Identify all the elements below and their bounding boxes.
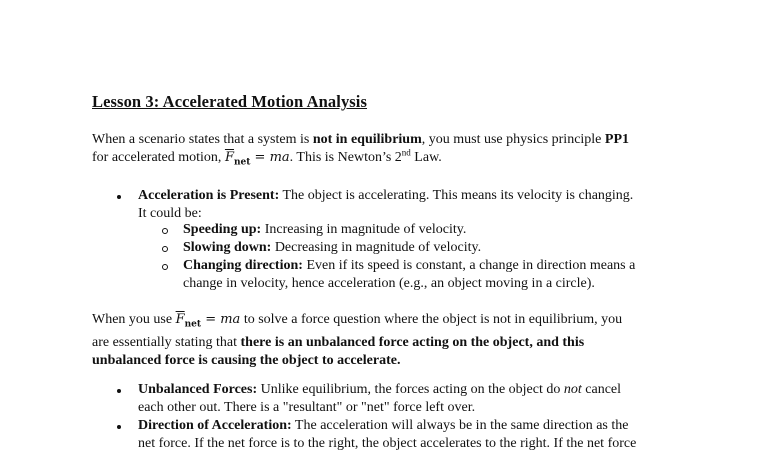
intro-paragraph bbox=[92, 131, 712, 172]
bold-text: not in equilibrium bbox=[312, 132, 422, 147]
formula-f: $\overline{F}$ bbox=[175, 312, 185, 327]
sub-title: Changing direction: bbox=[183, 258, 303, 273]
formula-rhs: = ma bbox=[201, 312, 241, 327]
sub-bullet-icon bbox=[162, 264, 168, 270]
lesson-heading: Lesson 3: Accelerated Motion Analysis bbox=[92, 92, 368, 111]
bullet-icon bbox=[117, 389, 121, 393]
italic-text: not bbox=[563, 382, 582, 397]
intro-line-1 bbox=[92, 131, 712, 149]
sub-text-2: change in velocity, hence acceleration (e.g., an object moving in a circle). bbox=[183, 276, 595, 291]
text: When a scenario states that a system is bbox=[92, 132, 313, 147]
bullet-text-2: net force. If the net force is to the right, the object accelerates to the right. If the net force bbox=[138, 436, 637, 451]
bold-text: there is an unbalanced force acting on the object, and this bbox=[240, 334, 585, 350]
formula-sub: net bbox=[233, 157, 251, 168]
sub-item-changing-direction bbox=[183, 257, 635, 293]
bullet-direction-of-acceleration bbox=[138, 417, 636, 453]
bold-text: unbalanced force is causing the object to accelerate. bbox=[92, 352, 401, 368]
text: When you use bbox=[92, 312, 176, 327]
bullet-text-2: each other out. There is a "resultant" or "net" force left over. bbox=[138, 400, 476, 415]
text: to solve a force question where the object is not in equilibrium, you bbox=[240, 312, 623, 327]
intro-line-2 bbox=[92, 149, 712, 172]
bullet-icon bbox=[117, 195, 121, 199]
text: for accelerated motion, bbox=[92, 150, 225, 165]
sub-title: Speeding up: bbox=[183, 222, 262, 237]
principle-label: PP1 bbox=[604, 132, 630, 147]
sub-text: Even if its speed is constant, a change in direction means a bbox=[302, 258, 636, 273]
formula-sub: net bbox=[184, 319, 202, 330]
bullet-acceleration bbox=[138, 187, 633, 223]
formula-f: $\overline{F}$ bbox=[224, 150, 234, 165]
bullet-text: The acceleration will always be in the same direction as the bbox=[291, 418, 629, 433]
bullet-title: Acceleration is Present: bbox=[138, 188, 280, 203]
sub-text: Increasing in magnitude of velocity. bbox=[261, 222, 467, 237]
bullet-text: cancel bbox=[581, 382, 622, 397]
para2-line-2 bbox=[92, 334, 712, 352]
paragraph-2 bbox=[92, 311, 712, 370]
text: . This is Newton’s 2 bbox=[289, 150, 402, 165]
superscript: nd bbox=[401, 147, 411, 158]
bullet-text: Unlike equilibrium, the forces acting on the object do bbox=[257, 382, 564, 397]
sub-text: Decreasing in magnitude of velocity. bbox=[271, 240, 482, 255]
bullet-text: The object is accelerating. This means its velocity is changing. bbox=[279, 188, 634, 203]
sub-item-slowing-down bbox=[183, 239, 481, 257]
newton-formula bbox=[175, 312, 241, 330]
sub-item-speeding-up bbox=[183, 221, 466, 239]
bullet-text-2: It could be: bbox=[138, 206, 202, 221]
bullet-title: Unbalanced Forces: bbox=[138, 382, 258, 397]
para2-line-1 bbox=[92, 311, 712, 334]
text: Law. bbox=[410, 150, 442, 165]
text: , you must use physics principle bbox=[421, 132, 605, 147]
sub-bullet-icon bbox=[162, 246, 168, 252]
newton-formula bbox=[224, 150, 290, 168]
para2-line-3 bbox=[92, 352, 712, 370]
formula-rhs: = ma bbox=[250, 150, 290, 165]
text: are essentially stating that bbox=[92, 334, 241, 350]
bullet-title: Direction of Acceleration: bbox=[138, 418, 292, 433]
bullet-icon bbox=[117, 425, 121, 429]
sub-title: Slowing down: bbox=[183, 240, 272, 255]
bullet-unbalanced-forces bbox=[138, 381, 621, 417]
sub-bullet-icon bbox=[162, 228, 168, 234]
